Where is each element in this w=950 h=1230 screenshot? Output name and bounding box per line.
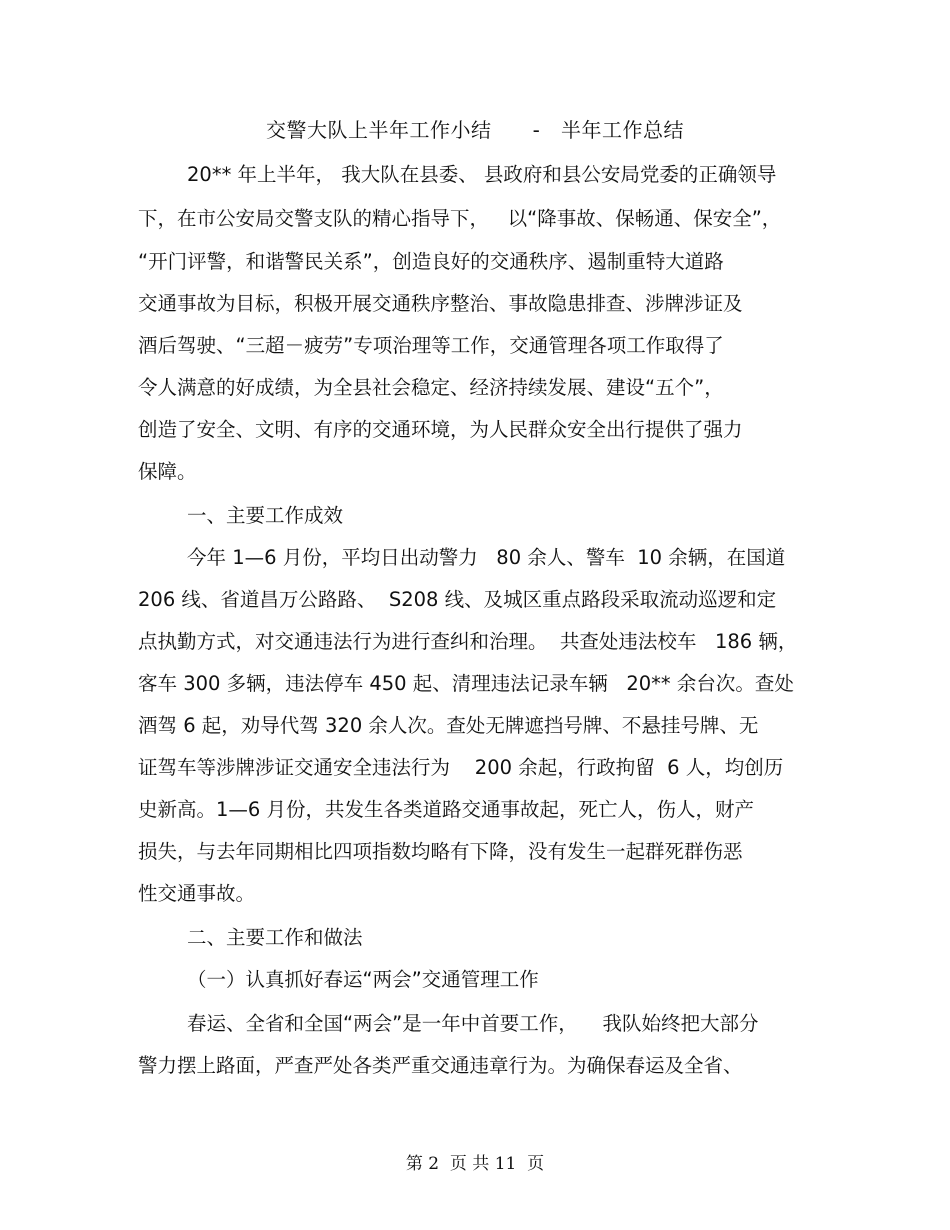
subsection-heading: （一）认真抓好春运“两会”交通管理工作 (187, 968, 539, 991)
paragraph-line: “开门评警，和谐警民关系”，创造良好的交通秩序、遏制重特大道路 (138, 250, 724, 273)
paragraph-line: 酒驾 6 起，劝导代驾 320 余人次。查处无牌遮挡号牌、不悬挂号牌、无 (138, 714, 759, 737)
paragraph-line: 点执勤方式，对交通违法行为进行查纠和治理。 共查处违法校车 186 辆， (138, 630, 798, 653)
paragraph-line: 证驾车等涉牌涉证交通安全违法行为 200 余起，行政拘留 6 人，均创历 (138, 756, 784, 779)
paragraph-line: 史新高。1—6 月份，共发生各类道路交通事故起，死亡人，伤人，财产 (138, 798, 755, 821)
paragraph-line: 春运、全省和全国“两会”是一年中首要工作， 我队始终把大部分 (187, 1012, 759, 1035)
paragraph-line: 损失，与去年同期相比四项指数均略有下降，没有发生一起群死群伤恶 (138, 840, 743, 863)
paragraph-line: 创造了安全、文明、有序的交通环境，为人民群众安全出行提供了强力 (138, 418, 743, 441)
section-heading: 二、主要工作和做法 (187, 926, 363, 949)
paragraph-line: 今年 1—6 月份，平均日出动警力 80 余人、警车 10 余辆，在国道 (187, 546, 786, 569)
document-title: 交警大队上半年工作小结 - 半年工作总结 (266, 118, 684, 142)
paragraph-line: 警力摆上路面，严查严处各类严重交通违章行为。为确保春运及全省、 (138, 1054, 743, 1077)
paragraph-line: 20** 年上半年， 我大队在县委、 县政府和县公安局党委的正确领导 (187, 163, 777, 186)
section-heading: 一、主要工作成效 (187, 504, 344, 527)
paragraph-line: 206 线、省道昌万公路路、 S208 线、及城区重点路段采取流动巡逻和定 (138, 588, 777, 611)
paragraph-line: 保障。 (138, 460, 197, 483)
paragraph-line: 性交通事故。 (138, 882, 256, 905)
paragraph-line: 客车 300 多辆，违法停车 450 起、清理违法记录车辆 20** 余台次。查处 (138, 672, 794, 695)
paragraph-line: 下，在市公安局交警支队的精心指导下， 以“降事故、保畅通、保安全”， (138, 207, 782, 230)
page-footer: 第 2 页 共 11 页 (405, 1154, 545, 1174)
paragraph-line: 令人满意的好成绩，为全县社会稳定、经济持续发展、建设“五个”， (138, 376, 724, 399)
paragraph-line: 交通事故为目标，积极开展交通秩序整治、事故隐患排查、涉牌涉证及 (138, 292, 743, 315)
paragraph-line: 酒后驾驶、“三超－疲劳”专项治理等工作，交通管理各项工作取得了 (138, 334, 724, 357)
